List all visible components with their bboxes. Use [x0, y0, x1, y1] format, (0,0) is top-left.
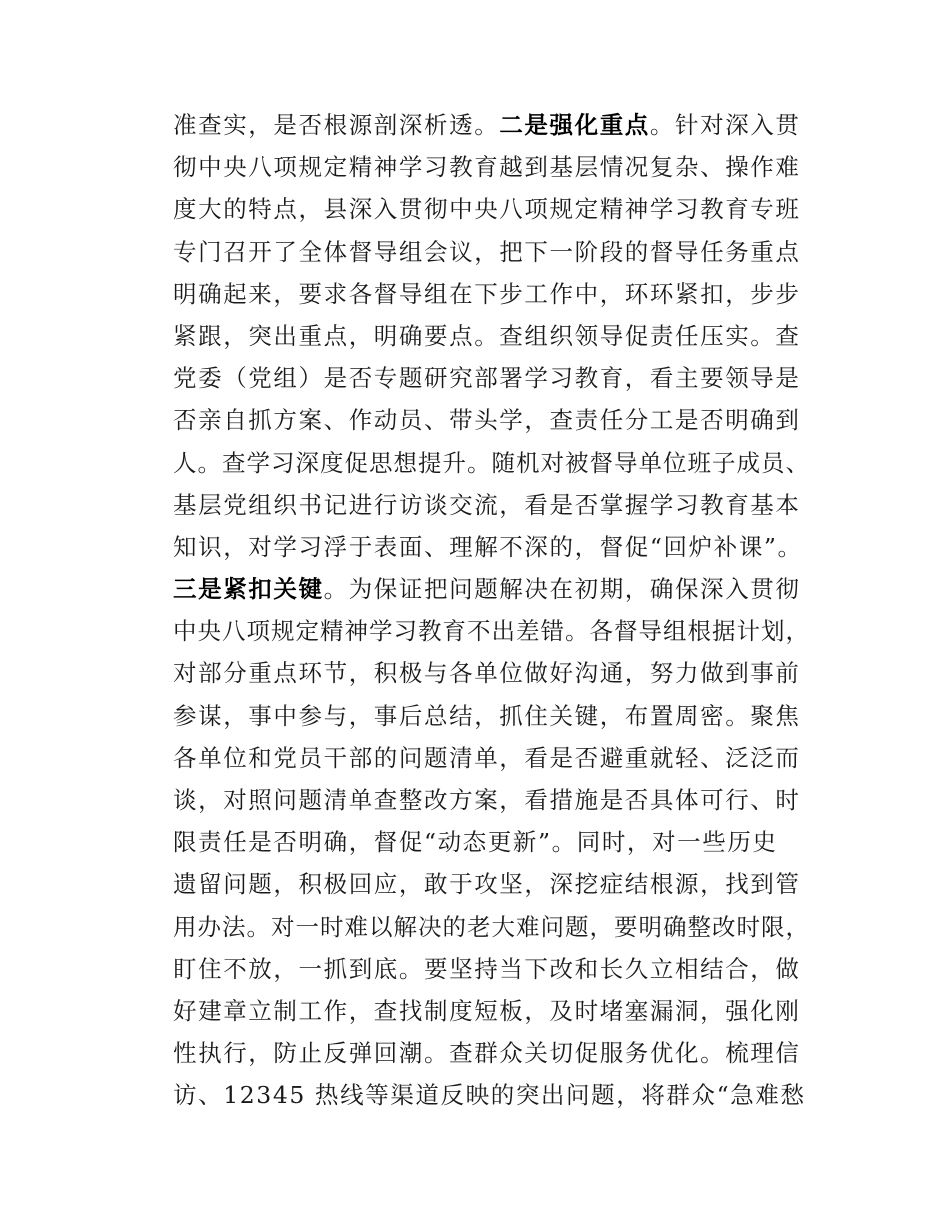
text-line — [173, 442, 813, 484]
text-line — [173, 779, 813, 821]
text-run: 中央八项规定精神学习教育不出差错。各督导组根据计划， — [173, 617, 810, 646]
text-line — [173, 399, 813, 441]
text-line — [173, 1074, 813, 1116]
text-line — [173, 863, 813, 905]
text-run: 盯住不放，一抓到底。要坚持当下改和长久立相结合，做 — [173, 954, 801, 983]
text-run: 各单位和党员干部的问题清单，看是否避重就轻、泛泛而 — [173, 743, 801, 772]
text-line — [173, 906, 813, 948]
text-run: 遗留问题，积极回应，敢于攻坚，深挖症结根源，找到管 — [173, 870, 801, 899]
body-paragraph — [173, 104, 813, 1117]
text-run: 知识，对学习浮于表面、理解不深的，督促“回炉补课”。 — [173, 532, 803, 561]
text-run: 参谋，事中参与，事后总结，抓住关键，布置周密。聚焦 — [173, 701, 801, 730]
text-run: 基层党组织书记进行访谈交流，看是否掌握学习教育基本 — [173, 490, 801, 519]
text-line — [173, 146, 813, 188]
text-run: 明确起来，要求各督导组在下步工作中，环环紧扣，步步 — [173, 279, 801, 308]
text-run: 限责任是否明确，督促“动态更新”。同时，对一些历史 — [173, 828, 778, 857]
text-run: 准查实，是否根源剖深析透。 — [173, 111, 500, 139]
text-run: 性执行，防止反弹回潮。查群众关切促服务优化。梳理信 — [173, 1039, 801, 1068]
text-line — [173, 610, 813, 652]
text-line — [173, 526, 813, 568]
text-line — [173, 104, 813, 146]
text-line — [173, 315, 813, 357]
text-run: 对部分重点环节，积极与各单位做好沟通，努力做到事前 — [173, 659, 801, 688]
text-line — [173, 357, 813, 399]
text-run: 度大的特点，县深入贯彻中央八项规定精神学习教育专班 — [173, 195, 801, 224]
text-run: 好建章立制工作，查找制度短板，及时堵塞漏洞，强化刚 — [173, 996, 801, 1025]
text-line — [173, 568, 813, 610]
text-run: 否亲自抓方案、作动员、带头学，查责任分工是否明确到 — [173, 406, 801, 435]
text-run: 彻中央八项规定精神学习教育越到基层情况复杂、操作难 — [173, 153, 801, 182]
text-line — [173, 695, 813, 737]
text-line — [173, 231, 813, 273]
text-run: 用办法。对一时难以解决的老大难问题，要明确整改时限， — [173, 912, 810, 941]
text-run: 专门召开了全体督导组会议，把下一阶段的督导任务重点 — [173, 237, 801, 266]
text-run: 。为保证把问题解决在初期，确保深入贯彻 — [323, 575, 801, 604]
text-line — [173, 652, 813, 694]
text-line — [173, 948, 813, 990]
text-line — [173, 821, 813, 863]
text-line — [173, 1032, 813, 1074]
text-run: 紧跟，突出重点，明确要点。查组织领导促责任压实。查 — [173, 321, 801, 350]
section-heading-grasp-key: 三是紧扣关键 — [173, 575, 324, 604]
text-line — [173, 273, 813, 315]
text-line — [173, 484, 813, 526]
section-heading-strengthen-focus: 二是强化重点 — [499, 111, 650, 139]
text-line — [173, 737, 813, 779]
text-run: 访、12345 热线等渠道反映的突出问题，将群众“急难愁 — [173, 1081, 806, 1110]
text-run: 党委（党组）是否专题研究部署学习教育，看主要领导是 — [173, 364, 801, 393]
text-line — [173, 188, 813, 230]
text-run: 。针对深入贯 — [649, 111, 801, 139]
text-line — [173, 990, 813, 1032]
text-run: 人。查学习深度促思想提升。随机对被督导单位班子成员、 — [173, 448, 810, 477]
text-run: 谈，对照问题清单查整改方案，看措施是否具体可行、时 — [173, 786, 801, 814]
